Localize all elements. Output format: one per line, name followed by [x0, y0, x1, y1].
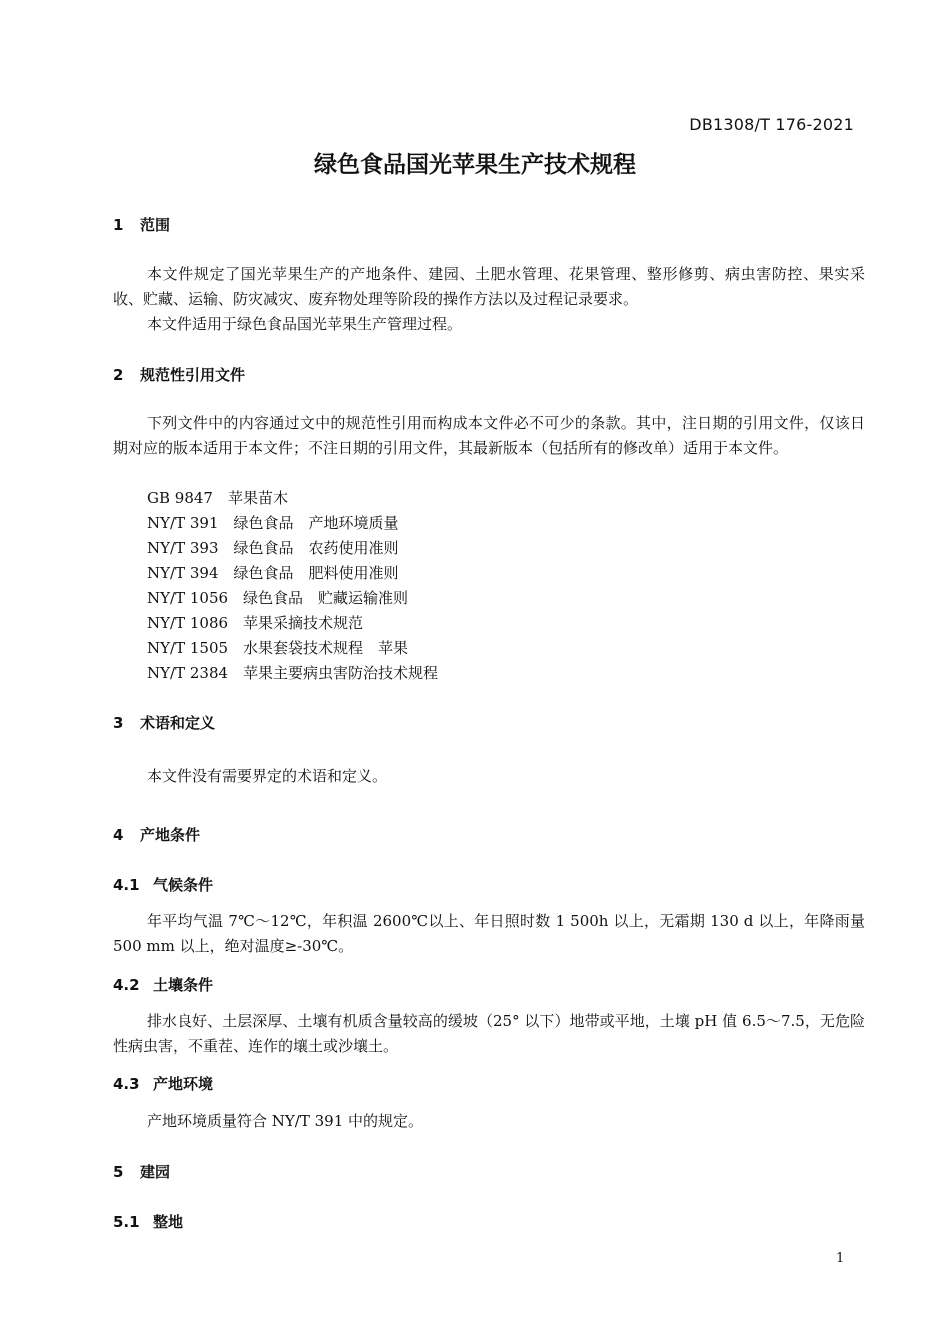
- subsection-5-1-heading: [113, 1211, 183, 1232]
- reference-item: NY/T 1505 水果套袋技术规程 苹果: [147, 639, 409, 657]
- reference-item: GB 9847 苹果苗木: [147, 489, 288, 507]
- subsection-4-1-paragraph: 年平均气温 7℃～12℃，年积温 2600℃以上、年日照时数 1 500h 以上，无霜期 130 d 以上，年降雨量 500 mm 以上，绝对温度≥-30℃。: [113, 912, 865, 955]
- section-5-heading: [113, 1161, 170, 1182]
- standard-number: DB1308/T 176-2021: [689, 115, 854, 134]
- document-title: 绿色食品国光苹果生产技术规程: [314, 152, 636, 178]
- section-title: 规范性引用文件: [140, 366, 246, 384]
- reference-item: NY/T 1056 绿色食品 贮藏运输准则: [147, 589, 409, 607]
- reference-item: NY/T 394 绿色食品 肥料使用准则: [147, 564, 399, 582]
- subsection-title: 土壤条件: [153, 976, 214, 994]
- subsection-number: 4.1: [113, 876, 140, 894]
- section-title: 产地条件: [140, 826, 201, 844]
- reference-item: NY/T 2384 苹果主要病虫害防治技术规程: [147, 664, 439, 682]
- page-number: 1: [836, 1251, 845, 1266]
- subsection-title: 产地环境: [153, 1075, 214, 1093]
- section-title: 术语和定义: [140, 714, 216, 732]
- reference-item: NY/T 391 绿色食品 产地环境质量: [147, 514, 399, 532]
- section-number: 5: [113, 1163, 124, 1181]
- section-number: 2: [113, 366, 124, 384]
- subsection-4-1-heading: [113, 874, 213, 895]
- subsection-title: 气候条件: [153, 876, 214, 894]
- section-1-paragraph-1: 本文件规定了国光苹果生产的产地条件、建园、土肥水管理、花果管理、整形修剪、病虫害防控、果实采收、贮藏、运输、防灾减灾、废弃物处理等阶段的操作方法以及过程记录要求。: [113, 265, 865, 308]
- section-title: 范围: [140, 216, 171, 234]
- section-number: 1: [113, 216, 124, 234]
- reference-item: NY/T 1086 苹果采摘技术规范: [147, 614, 364, 632]
- subsection-title: 整地: [153, 1213, 184, 1231]
- section-title: 建园: [140, 1163, 171, 1181]
- section-3-paragraph-1: 本文件没有需要界定的术语和定义。: [147, 767, 388, 785]
- section-number: 4: [113, 826, 124, 844]
- section-2-heading: [113, 364, 245, 385]
- subsection-4-3-heading: [113, 1073, 213, 1094]
- subsection-4-2-paragraph: 排水良好、土层深厚、土壤有机质含量较高的缓坡（25° 以下）地带或平地，土壤 pH 值 6.5～7.5，无危险性病虫害，不重茬、连作的壤土或沙壤土。: [113, 1012, 865, 1055]
- section-3-heading: [113, 712, 215, 733]
- subsection-number: 4.2: [113, 976, 140, 994]
- section-2-paragraph-1: 下列文件中的内容通过文中的规范性引用而构成本文件必不可少的条款。其中，注日期的引用文件，仅该日期对应的版本适用于本文件；不注日期的引用文件，其最新版本（包括所有的修改单）适用于本文件。: [113, 414, 865, 457]
- section-number: 3: [113, 714, 124, 732]
- section-4-heading: [113, 824, 200, 845]
- subsection-4-3-paragraph: 产地环境质量符合 NY/T 391 中的规定。: [147, 1112, 424, 1130]
- subsection-number: 4.3: [113, 1075, 140, 1093]
- section-1-heading: [113, 214, 170, 235]
- subsection-4-2-heading: [113, 974, 213, 995]
- section-1-paragraph-2: 本文件适用于绿色食品国光苹果生产管理过程。: [147, 315, 463, 333]
- subsection-number: 5.1: [113, 1213, 140, 1231]
- reference-item: NY/T 393 绿色食品 农药使用准则: [147, 539, 399, 557]
